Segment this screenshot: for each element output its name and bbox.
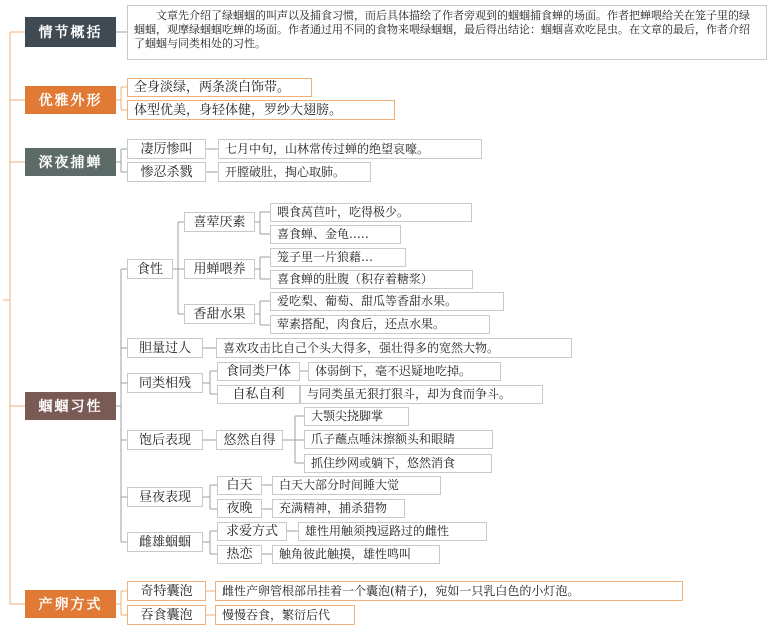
male-female-label: 雌雄蝈蝈 bbox=[127, 532, 203, 552]
male-female-sub: 求爱方式 bbox=[217, 522, 287, 541]
cannibal-desc: 与同类虽无狠打狠斗，却为食而争斗。 bbox=[300, 385, 543, 404]
cannibal-sub: 食同类尸体 bbox=[217, 362, 300, 381]
day-night-desc: 充满精神，捕杀猎物 bbox=[272, 499, 405, 518]
category-habits: 蝈蝈习性 bbox=[25, 392, 116, 420]
after-meal-sub: 悠然自得 bbox=[216, 430, 283, 450]
diet-item: 笼子里一片狼藉… bbox=[270, 248, 406, 267]
diet-item: 喂食莴苣叶，吃得极少。 bbox=[270, 203, 472, 222]
diet-group: 香甜水果 bbox=[184, 304, 255, 324]
diet-group: 用蝉喂养 bbox=[184, 259, 255, 279]
after-meal-item: 爪子蘸点唾沫擦额头和眼睛 bbox=[304, 430, 493, 449]
day-night-label: 昼夜表现 bbox=[127, 487, 203, 507]
bold-desc: 喜欢攻击比自己个头大得多，强壮得多的宽然大物。 bbox=[216, 338, 572, 358]
day-night-desc: 白天大部分时间睡大觉 bbox=[272, 476, 441, 495]
category-spawn: 产卵方式 bbox=[25, 590, 116, 618]
after-meal-item: 抓住纱网或躺下，悠然消食 bbox=[304, 454, 492, 473]
summary-text: 文章先介绍了绿蝈蝈的叫声以及捕食习惯，而后具体描绘了作者旁观到的蝈蝈捕食蝉的场面。作者把蝉喂给关在笼子里的绿蝈蝈，观摩绿蝈蝈吃蝉的场面。作者通过用不同的食物来喂绿蝈蝈，最后得出结论：蝈蝈喜欢吃昆虫。在文章的最后，作者介绍了蝈蝈与同类相处的习性。 bbox=[134, 9, 750, 50]
after-meal-item: 大颚尖挠脚掌 bbox=[304, 407, 409, 426]
appearance-item: 体型优美，身轻体健，罗纱大翅膀。 bbox=[127, 100, 395, 120]
diet-item: 喜食蝉的肚腹（积存着糖浆） bbox=[270, 270, 473, 289]
appearance-item: 全身淡绿，两条淡白饰带。 bbox=[127, 78, 312, 97]
night-hunt-label: 惨忍杀戮 bbox=[127, 162, 206, 182]
cannibal-sub: 自私自利 bbox=[217, 385, 300, 404]
spawn-label: 吞食囊泡 bbox=[127, 605, 206, 625]
diet-item: 爱吃梨、葡萄、甜瓜等香甜水果。 bbox=[270, 292, 504, 311]
category-summary: 情节概括 bbox=[25, 17, 116, 47]
diet-group: 喜荤厌素 bbox=[184, 212, 255, 232]
diet-label: 食性 bbox=[127, 259, 173, 279]
diet-item: 喜食蝉、金龟.…. bbox=[270, 225, 401, 244]
day-night-sub: 白天 bbox=[217, 476, 262, 495]
bold-label: 胆量过人 bbox=[127, 338, 203, 358]
cannibal-label: 同类相残 bbox=[127, 373, 203, 393]
after-meal-label: 饱后表现 bbox=[127, 430, 203, 450]
category-night-hunt: 深夜捕蝉 bbox=[25, 148, 116, 176]
summary-text-box bbox=[127, 5, 767, 60]
male-female-sub: 热恋 bbox=[217, 545, 262, 564]
spawn-desc: 慢慢吞食，繁衍后代 bbox=[215, 605, 355, 625]
male-female-desc: 触角彼此触摸，雄性鸣叫 bbox=[272, 545, 440, 564]
day-night-sub: 夜晚 bbox=[217, 499, 262, 518]
night-hunt-desc: 七月中旬，山林常传过蝉的绝望哀嚎。 bbox=[218, 139, 482, 159]
male-female-desc: 雄性用触须拽逗路过的雌性 bbox=[298, 522, 487, 541]
category-appearance: 优雅外形 bbox=[25, 86, 116, 114]
cannibal-desc: 体弱倒下，毫不迟疑地吃掉。 bbox=[308, 362, 501, 381]
spawn-label: 奇特囊泡 bbox=[127, 581, 206, 601]
spawn-desc: 雌性产卵管根部吊挂着一个囊泡(精子)，宛如一只乳白色的小灯泡。 bbox=[215, 581, 683, 601]
night-hunt-label: 凄厉惨叫 bbox=[127, 139, 206, 159]
night-hunt-desc: 开膛破肚，掏心取肺。 bbox=[218, 162, 371, 182]
diet-item: 荤素搭配，肉食后，还点水果。 bbox=[270, 315, 490, 334]
